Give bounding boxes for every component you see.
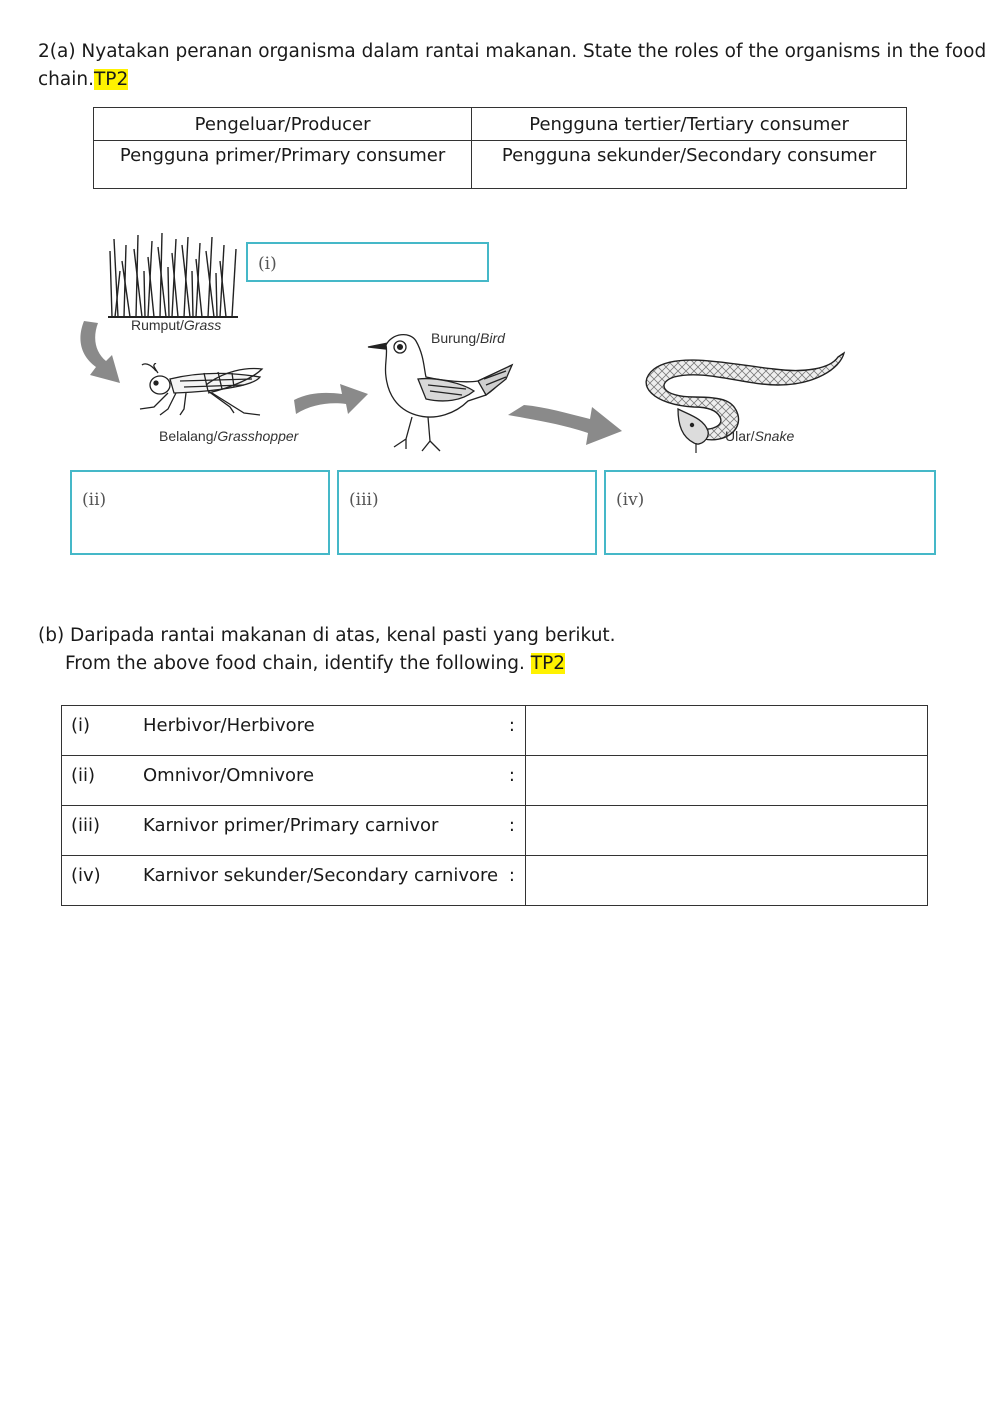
grasshopper-label-malay: Belalang/ [159, 428, 218, 444]
answer-box-i-label: (i) [258, 254, 277, 274]
answer-cell-secondary-carnivore[interactable] [526, 856, 928, 906]
tp2-badge-b: TP2 [530, 653, 566, 674]
identify-label-cell [62, 706, 526, 756]
answer-box-iii[interactable] [337, 470, 597, 555]
answer-box-iv[interactable] [604, 470, 936, 555]
table-row [62, 856, 928, 906]
snake-label-malay: Ular/ [725, 428, 755, 444]
answer-box-ii-label: (ii) [82, 490, 107, 510]
answer-cell-omnivore[interactable] [526, 756, 928, 806]
tp2-badge-a: TP2 [93, 69, 129, 90]
bird-label-english: Bird [480, 330, 505, 346]
row-label-primary-carnivore: Karnivor primer/Primary carnivor [143, 815, 439, 836]
arrow-grasshopper-to-bird-icon [292, 380, 370, 418]
row-number: (iii) [71, 815, 101, 836]
answer-box-iii-label: (iii) [349, 490, 379, 510]
question-2a-line2 [38, 66, 128, 94]
row-colon: : [508, 815, 515, 836]
grasshopper-illustration [134, 363, 270, 419]
food-chain-diagram [60, 225, 950, 570]
answer-box-iv-label: (iv) [616, 490, 645, 510]
identify-label-cell [62, 806, 526, 856]
grasshopper-label-english: Grasshopper [217, 428, 299, 444]
identify-table [61, 705, 928, 906]
roles-table [93, 107, 907, 189]
grasshopper-label [159, 428, 298, 444]
snake-label-english: Snake [754, 428, 795, 444]
arrow-bird-to-snake-icon [506, 401, 624, 447]
question-2b-line2 [65, 650, 565, 678]
row-label-omnivore: Omnivor/Omnivore [143, 765, 315, 786]
snake-label [725, 428, 794, 444]
arrow-grass-to-grasshopper-icon [76, 317, 126, 389]
bird-illustration [366, 329, 516, 457]
row-number: (i) [71, 715, 91, 736]
row-number: (iv) [71, 865, 101, 886]
question-2b-line2-text: From the above food chain, identify the following. [65, 653, 525, 674]
role-secondary-consumer[interactable]: Pengguna sekunder/Secondary consumer [472, 141, 907, 189]
table-row [62, 706, 928, 756]
bird-label [431, 330, 505, 346]
answer-cell-primary-carnivore[interactable] [526, 806, 928, 856]
answer-box-ii[interactable] [70, 470, 330, 555]
identify-label-cell [62, 756, 526, 806]
role-primary-consumer[interactable]: Pengguna primer/Primary consumer [94, 141, 472, 189]
table-row [62, 806, 928, 856]
role-producer[interactable]: Pengeluar/Producer [94, 108, 472, 141]
row-colon: : [508, 865, 515, 886]
table-row [62, 756, 928, 806]
grass-label-english: Grass [183, 317, 222, 333]
row-label-secondary-carnivore: Karnivor sekunder/Secondary carnivore [143, 865, 499, 886]
bird-label-malay: Burung/ [431, 330, 481, 346]
question-2a-line1: 2(a) Nyatakan peranan organisma dalam rantai makanan. State the roles of the organisms in the food [38, 41, 987, 62]
row-colon: : [508, 715, 515, 736]
row-number: (ii) [71, 765, 96, 786]
grass-illustration [108, 231, 238, 319]
row-colon: : [508, 765, 515, 786]
row-label-herbivore: Herbivor/Herbivore [143, 715, 315, 736]
answer-cell-herbivore[interactable] [526, 706, 928, 756]
question-2b-line1: (b) Daripada rantai makanan di atas, kenal pasti yang berikut. [38, 625, 616, 646]
grass-label-malay: Rumput/ [131, 317, 184, 333]
role-tertiary-consumer[interactable]: Pengguna tertier/Tertiary consumer [472, 108, 907, 141]
answer-box-i[interactable] [246, 242, 489, 282]
question-2a-line2-text: chain. [38, 69, 94, 90]
grass-label [131, 317, 221, 333]
identify-label-cell [62, 856, 526, 906]
